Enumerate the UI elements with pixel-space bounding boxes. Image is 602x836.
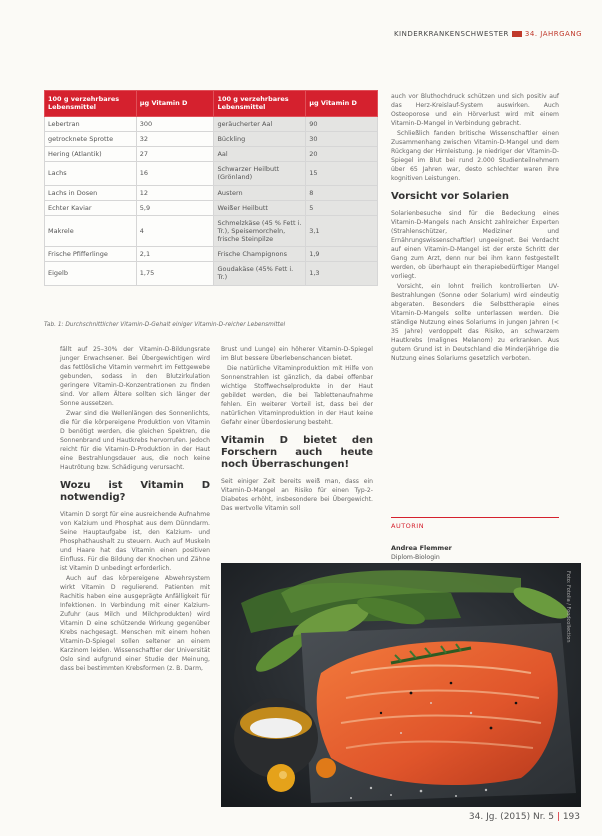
table-cell: Goudakäse (45% Fett i. Tr.) — [214, 262, 306, 285]
table-cell: 1,75 — [136, 262, 214, 285]
table-cell: 1,3 — [306, 262, 378, 285]
table-row — [45, 215, 378, 246]
table-cell: Schmelzkäse (45 % Fett i. Tr.), Speisemorcheln, frische Steinpilze — [214, 215, 306, 246]
table-header: 100 g verzehrbares Lebensmittel — [45, 91, 137, 117]
table-caption: Tab. 1: Durchschnittlicher Vitamin-D-Gehalt einiger Vitamin-D-reicher Lebensmittel — [44, 322, 286, 328]
paragraph: Solarienbesuche sind für die Bedeckung eines Vitamin-D-Mangels nach Ansicht zahlreicher Experten (Strahlenschützer, Mediziner und Ernährungswissenschaftler) ungeeignet. Bei Verdacht auf einen Vitamin-D-Mangel ist der erste Schritt der Gang zum Arzt, denn nur bei ihm kann festgestellt werden, ob überhaupt ein therapiebedürftiger Mangel vorliegt. — [391, 210, 559, 280]
paragraph: Auch auf das körpereigene Abwehrsystem wirkt Vitamin D regulierend. Patienten mit Rachitis haben eine ausgeprägte Anfälligkeit für Infektionen. In Verbindung mit einer Kalzium-Zufuhr (aus Milch und Milchprodukten) wird Vitamin D eine schützende Wirkung gegenüber Krebs nachgesagt. Menschen mit einem hohen Vitamin-D-Spiegel sollen seltener an einem Karzinom leiden. Wissenschaftler der Universität Oslo sind aufgrund einer Studie der Meinung, dass bei bestimmten Krebsformen (z. B. Darm, — [60, 575, 210, 672]
table-cell: 8 — [306, 185, 378, 200]
table-cell: 16 — [136, 162, 214, 185]
magazine-logo-icon — [512, 31, 522, 37]
text-column-3 — [391, 92, 559, 364]
table-cell: Schwarzer Heilbutt (Grönland) — [214, 162, 306, 185]
table-cell: 3,1 — [306, 215, 378, 246]
table-cell: Aal — [214, 147, 306, 162]
page-number: 193 — [562, 812, 580, 822]
paragraph: Brust und Lunge) ein höherer Vitamin-D-Spiegel im Blut bessere Überlebenschancen bietet. — [221, 346, 373, 362]
author-role: Diplom-Biologin — [391, 554, 440, 561]
table-cell: Bückling — [214, 132, 306, 147]
photo-credit: Foto: Fotolia / Foodcollection — [565, 571, 571, 643]
table-cell: 32 — [136, 132, 214, 147]
table-cell: getrocknete Sprotte — [45, 132, 137, 147]
paragraph: Seit einiger Zeit bereits weiß man, dass ein Vitamin-D-Mangel an Risiko für einen Typ-2-Diabetes erhöht, insbesondere bei Übergewicht. Das wertvolle Vitamin soll — [221, 478, 373, 512]
table-cell: 4 — [136, 215, 214, 246]
table-cell: Frische Pfifferlinge — [45, 247, 137, 262]
table-cell: geräucherter Aal — [214, 116, 306, 131]
paragraph: Vitamin D sorgt für eine ausreichende Aufnahme von Kalzium und Phosphat aus dem Dünndarm. Seine Hauptaufgabe ist, den Kalzium- und Phosphathaushalt zu steuern. Auch auf Muskeln und Haare hat das Vitamin einen positiven Einfluss. Für die Bildung der Knochen und Zähne ist Vitamin D unbedingt erforderlich. — [60, 511, 210, 572]
table-cell: Echter Kaviar — [45, 200, 137, 215]
header-year: 34. JAHRGANG — [524, 30, 582, 38]
table-row — [45, 262, 378, 285]
paragraph: Vorsicht, ein lohnt freilich kontrollierten UV-Bestrahlungen (Sonne oder Solarium) wird eindeutig abgeraten. Besonders die Selbsttherapie eines Vitamin-D-Mangels sollte unterlassen werden. Die ständige Nutzung eines Solariums in jungen Jahren (< 35 Jahre) verdoppelt das Risiko, an schwarzem Hautkrebs (malignes Melanom) zu erkranken. Aus gutem Grund ist in Deutschland die Minderjährige die Nutzung eines Solariums gesetzlich verboten. — [391, 283, 559, 362]
table-row — [45, 162, 378, 185]
salmon-photo — [221, 563, 581, 807]
table-cell: Eigelb — [45, 262, 137, 285]
table-row — [45, 147, 378, 162]
section-heading: Wozu ist Vitamin D notwendig? — [60, 480, 210, 503]
table-cell: 12 — [136, 185, 214, 200]
paragraph: Schließlich fanden britische Wissenschaftler einen Zusammenhang zwischen Vitamin-D-Mangel und dem Rückgang der Hirnleistung. Je niedriger der Vitamin-D-Spiegel im Blut bei rund 2.000 Studienteilnehmern über 65 Jahren war, desto schlechter waren ihre kognitiven Leistungen. — [391, 130, 559, 182]
table-cell: Frische Champignons — [214, 247, 306, 262]
author-label: AUTORIN — [391, 522, 425, 530]
author-name: Andrea Flemmer — [391, 544, 452, 552]
footer-separator: | — [556, 812, 563, 822]
table-cell: 5,9 — [136, 200, 214, 215]
paragraph: Die natürliche Vitaminproduktion mit Hilfe von Sonnenstrahlen ist gänzlich, da dabei offenbar wichtige Stoffwechselprodukte in der Haut gebildet werden, die bei Tablettenaufnahme fehlen. Ein weiterer Vorteil ist, dass bei der natürlichen Vitaminproduktion in der Haut keine Gefahr einer Überdosierung besteht. — [221, 365, 373, 426]
table-cell: Austern — [214, 185, 306, 200]
table-row — [45, 185, 378, 200]
divider — [391, 517, 559, 518]
salmon-illustration — [221, 563, 581, 807]
table-cell: 2,1 — [136, 247, 214, 262]
table-cell: 30 — [306, 132, 378, 147]
header-title: KINDERKRANKENSCHWESTER — [393, 30, 509, 38]
text-column-1 — [60, 345, 210, 674]
table-cell: Makrele — [45, 215, 137, 246]
paragraph: fällt auf 25–30% der Vitamin-D-Bildungsrate junger Erwachsener. Bei Übergewichtigen wird das fettlösliche Vitamin vermehrt im Fettgewebe gebunden, sodass in den Blutzirkulation geringere Vitamin-D-Konzentrationen zu finden sind. Vor allem Ältere sollten sich länger der Sonne aussetzen. — [60, 346, 210, 407]
table-cell: 300 — [136, 116, 214, 131]
table-cell: Lachs — [45, 162, 137, 185]
table-cell: 5 — [306, 200, 378, 215]
vitamin-d-table — [44, 90, 378, 286]
paragraph: auch vor Bluthochdruck schützen und sich positiv auf das Herz-Kreislauf-System auswirken. Auch Osteoporose und ein Hörverlust wird mit einem Vitamin-D-Mangel in Verbindung gebracht. — [391, 93, 559, 127]
table-cell: 27 — [136, 147, 214, 162]
section-heading: Vorsicht vor Solarien — [391, 191, 509, 202]
table-cell: 20 — [306, 147, 378, 162]
table-cell: Hering (Atlantik) — [45, 147, 137, 162]
section-heading: Vitamin D bietet den Forschern auch heute noch Überraschungen! — [221, 435, 373, 470]
table-cell: Lebertran — [45, 116, 137, 131]
paragraph: Zwar sind die Wellenlängen des Sonnenlichts, die für die körpereigene Produktion von Vitamin D benötigt werden, die gleichen Spektren, die Sonnenbrand und Hautkrebs hervorrufen. Jedoch reicht für die Vitamin-D-Produktion in der Haut eine Bestrahlungsdauer aus, die noch keine Hautrötung bzw. Schädigung verursacht. — [60, 410, 210, 471]
table-header: 100 g verzehrbares Lebensmittel — [214, 91, 306, 117]
author-box — [391, 517, 559, 561]
table-row — [45, 132, 378, 147]
table-header: µg Vitamin D — [136, 91, 214, 117]
table-header: µg Vitamin D — [306, 91, 378, 117]
table-row — [45, 116, 378, 131]
running-header — [394, 30, 582, 38]
table-cell: 15 — [306, 162, 378, 185]
table-cell: Weißer Heilbutt — [214, 200, 306, 215]
table-cell: 90 — [306, 116, 378, 131]
page-footer — [469, 812, 580, 822]
table-header-row — [45, 91, 378, 117]
table-cell: Lachs in Dosen — [45, 185, 137, 200]
table-row — [45, 200, 378, 215]
issue-info: 34. Jg. (2015) Nr. 5 — [468, 812, 555, 822]
text-column-2 — [221, 345, 373, 514]
table-cell: 1,9 — [306, 247, 378, 262]
table-row — [45, 247, 378, 262]
